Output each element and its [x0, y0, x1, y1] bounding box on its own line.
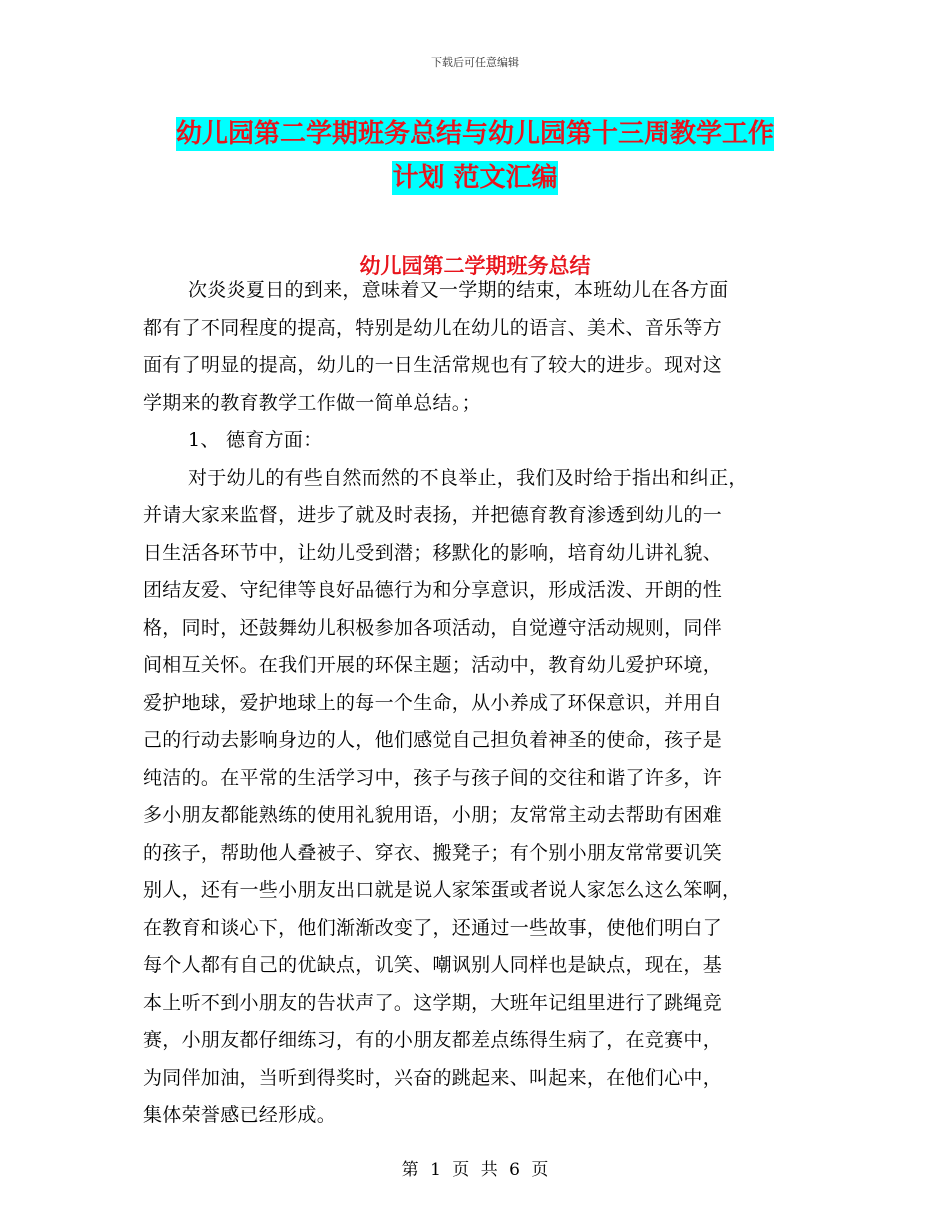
- body-line: 的孩子，帮助他人叠被子、穿衣、搬凳子；有个别小朋友常常要讥笑: [143, 841, 723, 864]
- body-line: 己的行动去影响身边的人，他们感觉自己担负着神圣的使命，孩子是: [143, 729, 723, 751]
- body-line: 为同伴加油，当听到得奖时，兴奋的跳起来、叫起来，在他们心中，: [143, 1066, 723, 1089]
- page-number-footer: 第 1 页 共 6 页: [401, 1160, 549, 1180]
- body-line: 团结友爱、守纪律等良好品德行为和分享意识，形成活泼、开朗的性: [143, 579, 723, 601]
- document-title-text-2: 计划 范文汇编: [392, 163, 558, 193]
- body-line: 格，同时，还鼓舞幼儿积极参加各项活动，自觉遵守活动规则，同伴: [143, 616, 723, 639]
- body-line: 多小朋友都能熟练的使用礼貌用语，小朋；友常常主动去帮助有困难: [143, 804, 723, 826]
- list-heading-moral-education: 1、 德育方面：: [188, 429, 323, 451]
- body-line: 面有了明显的提高，幼儿的一日生活常规也有了较大的进步。现对这: [143, 354, 723, 376]
- body-line: 爱护地球，爱护地球上的每一个生命，从小养成了环保意识，并用自: [143, 691, 723, 714]
- body-line: 在教育和谈心下，他们渐渐改变了，还通过一些故事，使他们明白了: [143, 916, 723, 939]
- document-title-line-1: [0, 113, 950, 150]
- document-title-line-2: [0, 157, 950, 194]
- document-title-text-1: 幼儿园第二学期班务总结与幼儿园第十三周教学工作: [175, 119, 774, 149]
- body-line: 纯洁的。在平常的生活学习中，孩子与孩子间的交往和谐了许多，许: [143, 766, 723, 789]
- body-line: 对于幼儿的有些自然而然的不良举止，我们及时给于指出和纠正，: [188, 466, 748, 489]
- body-line: 别人，还有一些小朋友出口就是说人家笨蛋或者说人家怎么这么笨啊，: [143, 879, 742, 901]
- body-text: [143, 272, 808, 1135]
- section-heading: 幼儿园第二学期班务总结: [359, 254, 591, 278]
- body-line: 都有了不同程度的提高，特别是幼儿在幼儿的语言、美术、音乐等方: [143, 316, 723, 339]
- body-line: 间相互关怀。在我们开展的环保主题；活动中，教育幼儿爱护环境，: [143, 654, 723, 676]
- body-line: 日生活各环节中，让幼儿受到潜；移默化的影响，培育幼儿讲礼貌、: [143, 541, 723, 564]
- body-line: 每个人都有自己的优缺点，讥笑、嘲讽别人同样也是缺点，现在，基: [143, 954, 723, 976]
- body-line: 本上听不到小朋友的告状声了。这学期，大班年记组里进行了跳绳竞: [143, 991, 723, 1014]
- body-line: 赛，小朋友都仔细练习，有的小朋友都差点练得生病了，在竞赛中，: [143, 1029, 723, 1051]
- body-line: 次炎炎夏日的到来，意味着又一学期的结束，本班幼儿在各方面: [188, 279, 729, 301]
- body-line: 学期来的教育教学工作做一简单总结。；: [143, 391, 481, 414]
- body-line: 并请大家来监督，进步了就及时表扬，并把德育教育渗透到幼儿的一: [143, 504, 723, 526]
- header-note: 下载后可任意编辑: [431, 56, 519, 69]
- body-line: 集体荣誉感已经形成。: [143, 1104, 337, 1126]
